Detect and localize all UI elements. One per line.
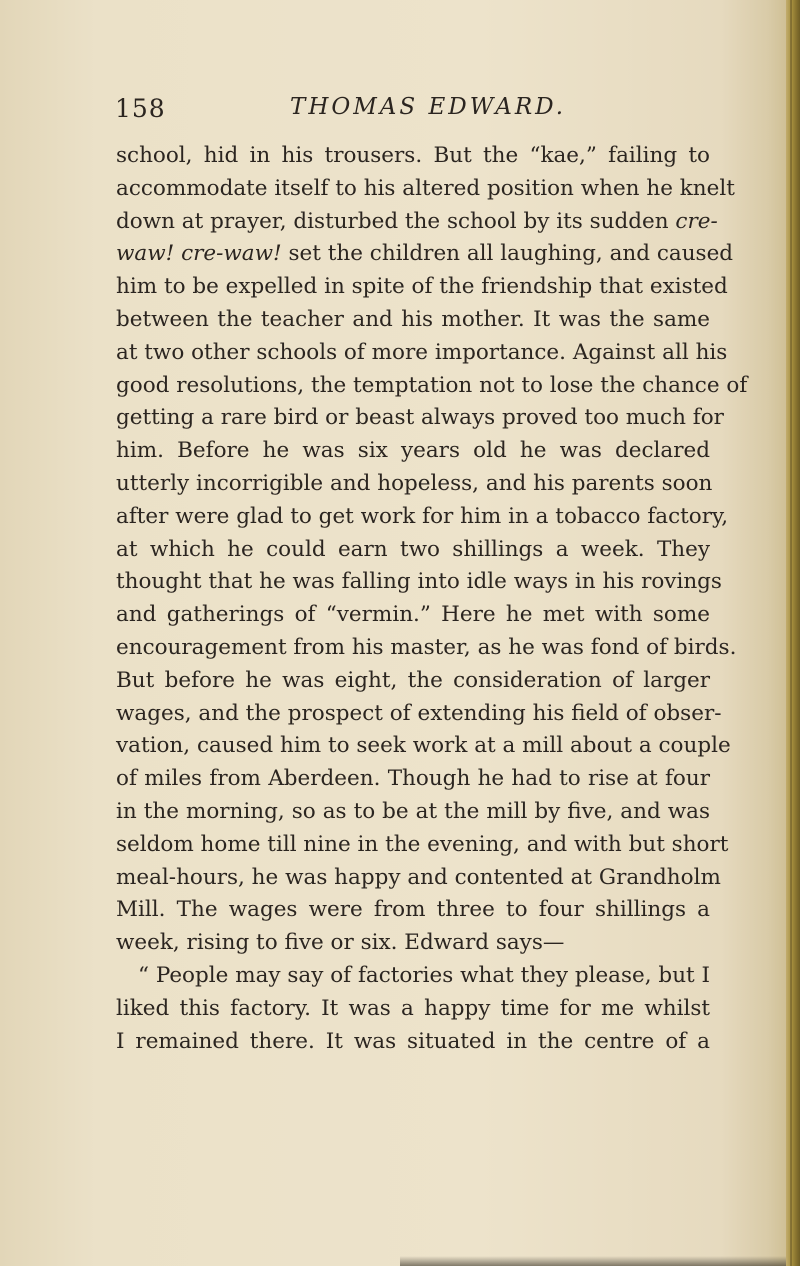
text-line: seldom home till nine in the evening, and with but short — [116, 831, 729, 857]
text-line: wages, and the prospect of extending his field of obser- — [116, 700, 722, 726]
text-line: between the teacher and his mother. It was the same — [116, 306, 710, 332]
text-line: meal-hours, he was happy and contented at Grandholm — [116, 864, 721, 890]
page-binding-edge — [786, 0, 800, 1266]
running-title: THOMAS EDWARD. — [290, 94, 567, 120]
text-line: liked this factory. It was a happy time for me whilst — [116, 995, 710, 1021]
running-head — [115, 94, 715, 138]
text-line: after were glad to get work for him in a tobacco factory, — [116, 503, 729, 529]
text-line: accommodate itself to his altered position when he knelt — [116, 175, 735, 201]
text-line: utterly incorrigible and hopeless, and his parents soon — [116, 470, 713, 496]
italic-phrase: waw! cre-waw! — [116, 241, 282, 267]
text-line: in the morning, so as to be at the mill by five, and was — [116, 798, 710, 824]
text-line: I remained there. It was situated in the centre of a — [116, 1028, 710, 1054]
text-line: vation, caused him to seek work at a mill about a couple — [116, 733, 731, 759]
text-line: encouragement from his master, as he was fond of birds. — [116, 634, 737, 660]
text-line: getting a rare bird or beast always proved too much for — [116, 405, 724, 431]
text-line: at two other schools of more importance. Against all his — [116, 339, 728, 365]
text-line: Mill. The wages were from three to four shillings a — [116, 897, 710, 923]
text-line: him to be expelled in spite of the friendship that existed — [116, 274, 728, 300]
text-line: down at prayer, disturbed the school by its sudden cre- — [116, 208, 718, 234]
text-line: week, rising to five or six. Edward says— — [116, 930, 565, 956]
text-line: waw! cre-waw! set the children all laughing, and caused — [116, 241, 734, 267]
text-line: him. Before he was six years old he was declared — [116, 438, 710, 464]
text-line: of miles from Aberdeen. Though he had to rise at four — [116, 766, 710, 792]
body-text — [116, 140, 748, 1058]
page-bottom-shadow — [400, 1256, 786, 1266]
text-line: thought that he was falling into idle ways in his rovings — [116, 569, 722, 595]
text-line: But before he was eight, the consideration of larger — [116, 667, 710, 693]
text-line: school, hid in his trousers. But the “kae,” failing to — [116, 143, 710, 168]
italic-word: cre- — [675, 208, 718, 234]
text-line: and gatherings of “vermin.” Here he met with some — [116, 602, 710, 628]
text-line: “ People may say of factories what they please, but I — [138, 962, 711, 988]
text-line: at which he could earn two shillings a week. They — [116, 536, 710, 562]
page-number: 158 — [115, 94, 166, 123]
text-line: good resolutions, the temptation not to lose the chance of — [116, 372, 748, 398]
